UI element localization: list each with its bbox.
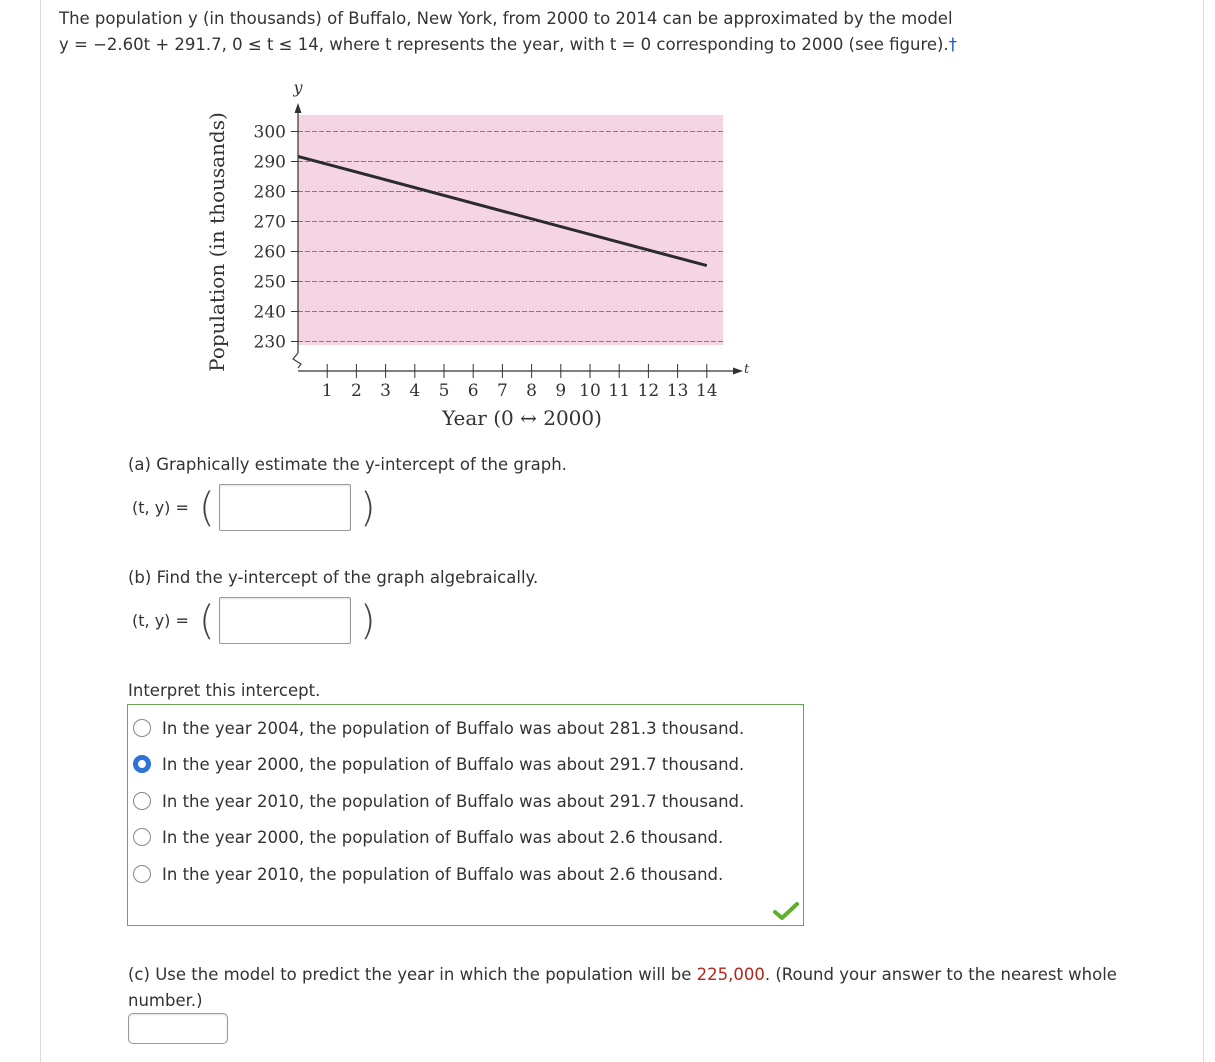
part-c-question-post: . (Round your answer to the nearest whole bbox=[764, 965, 1117, 984]
content-frame-left-border bbox=[40, 0, 41, 1062]
choice-option-1[interactable] bbox=[133, 715, 744, 741]
y-tick-label-270: 270 bbox=[253, 212, 286, 233]
y-axis-variable-label: y bbox=[293, 78, 303, 97]
radio-button-4[interactable] bbox=[133, 828, 151, 846]
y-tick-label-280: 280 bbox=[253, 182, 286, 203]
y-tick-label-230: 230 bbox=[253, 332, 286, 353]
part-c-question-line2: number.) bbox=[128, 991, 203, 1010]
y-tick-label-290: 290 bbox=[253, 152, 286, 173]
x-axis-arrow bbox=[733, 368, 743, 375]
content-frame-right-border bbox=[1203, 0, 1204, 1062]
x-tick-label-12: 12 bbox=[637, 381, 660, 401]
choice-option-2[interactable] bbox=[133, 751, 744, 777]
radio-button-3[interactable] bbox=[133, 792, 151, 810]
choice-label-5: In the year 2010, the population of Buffalo was about 2.6 thousand. bbox=[162, 864, 724, 884]
choice-option-4[interactable] bbox=[133, 824, 723, 850]
y-tick-label-300: 300 bbox=[253, 122, 286, 143]
x-axis-title: Year (0 ↔ 2000) bbox=[442, 406, 602, 430]
choice-label-3: In the year 2010, the population of Buffalo was about 291.7 thousand. bbox=[162, 791, 745, 811]
model-equation: y = −2.60t + 291.7, 0 ≤ t ≤ 14, bbox=[59, 35, 324, 54]
y-tick-label-240: 240 bbox=[253, 302, 286, 323]
part-b-ordered-pair-label: (t, y) = bbox=[132, 611, 189, 630]
interpret-choices-group bbox=[127, 704, 804, 926]
radio-button-1[interactable] bbox=[133, 719, 151, 737]
part-a-close-paren: ) bbox=[360, 485, 376, 531]
y-tick-label-260: 260 bbox=[253, 242, 286, 263]
part-a-answer-input[interactable] bbox=[219, 484, 351, 531]
part-c-question bbox=[128, 962, 1188, 1014]
y-axis-arrow bbox=[295, 103, 302, 113]
x-tick-label-7: 7 bbox=[496, 381, 508, 401]
choice-option-5[interactable] bbox=[133, 861, 723, 887]
choice-label-2: In the year 2000, the population of Buffalo was about 291.7 thousand. bbox=[162, 754, 745, 774]
x-tick-label-10: 10 bbox=[579, 381, 601, 401]
part-b-answer-input[interactable] bbox=[219, 597, 351, 644]
choice-option-3[interactable] bbox=[133, 788, 744, 814]
plot-background bbox=[298, 115, 723, 345]
x-tick-label-3: 3 bbox=[380, 381, 392, 401]
part-b-close-paren: ) bbox=[360, 598, 376, 644]
choice-label-4: In the year 2000, the population of Buffalo was about 2.6 thousand. bbox=[162, 827, 724, 847]
part-a-question: (a) Graphically estimate the y-intercept of the graph. bbox=[128, 455, 567, 474]
interpret-prompt: Interpret this intercept. bbox=[128, 681, 321, 700]
x-tick-label-4: 4 bbox=[409, 381, 421, 401]
part-c-answer-input[interactable] bbox=[128, 1013, 228, 1044]
part-b-open-paren: ( bbox=[199, 598, 215, 644]
part-a-open-paren: ( bbox=[199, 485, 215, 531]
choice-label-1: In the year 2004, the population of Buffalo was about 281.3 thousand. bbox=[162, 718, 745, 738]
part-a-ordered-pair-label: (t, y) = bbox=[132, 498, 189, 517]
radio-button-2-selected[interactable] bbox=[133, 755, 151, 773]
population-chart bbox=[200, 75, 760, 435]
part-c-question-pre: (c) Use the model to predict the year in which the population will be bbox=[128, 965, 692, 984]
part-b-question: (b) Find the y-intercept of the graph algebraically. bbox=[128, 568, 539, 587]
x-tick-label-1: 1 bbox=[321, 381, 333, 401]
part-c-target-population: 225,000 bbox=[696, 965, 765, 984]
y-axis-break bbox=[293, 353, 301, 368]
x-tick-label-9: 9 bbox=[555, 381, 567, 401]
x-tick-label-6: 6 bbox=[467, 381, 479, 401]
y-tick-label-250: 250 bbox=[253, 272, 286, 293]
x-axis-variable-label: t bbox=[744, 362, 750, 377]
problem-line-1: The population y (in thousands) of Buffalo, New York, from 2000 to 2014 can be approximated by the model bbox=[59, 9, 953, 28]
model-description: where t represents the year, with t = 0 corresponding to 2000 (see figure). bbox=[329, 35, 949, 54]
x-tick-label-5: 5 bbox=[438, 381, 450, 401]
correct-checkmark-icon bbox=[773, 901, 799, 921]
radio-button-5[interactable] bbox=[133, 865, 151, 883]
x-tick-label-2: 2 bbox=[350, 381, 362, 401]
x-tick-label-11: 11 bbox=[608, 381, 631, 401]
problem-statement bbox=[59, 6, 1199, 58]
footnote-dagger-link[interactable]: † bbox=[948, 35, 957, 54]
x-tick-label-13: 13 bbox=[666, 381, 689, 401]
problem-line-2 bbox=[59, 32, 1199, 58]
x-tick-label-8: 8 bbox=[526, 381, 538, 401]
x-tick-label-14: 14 bbox=[695, 381, 718, 401]
y-axis-title: Population (in thousands) bbox=[205, 112, 229, 372]
